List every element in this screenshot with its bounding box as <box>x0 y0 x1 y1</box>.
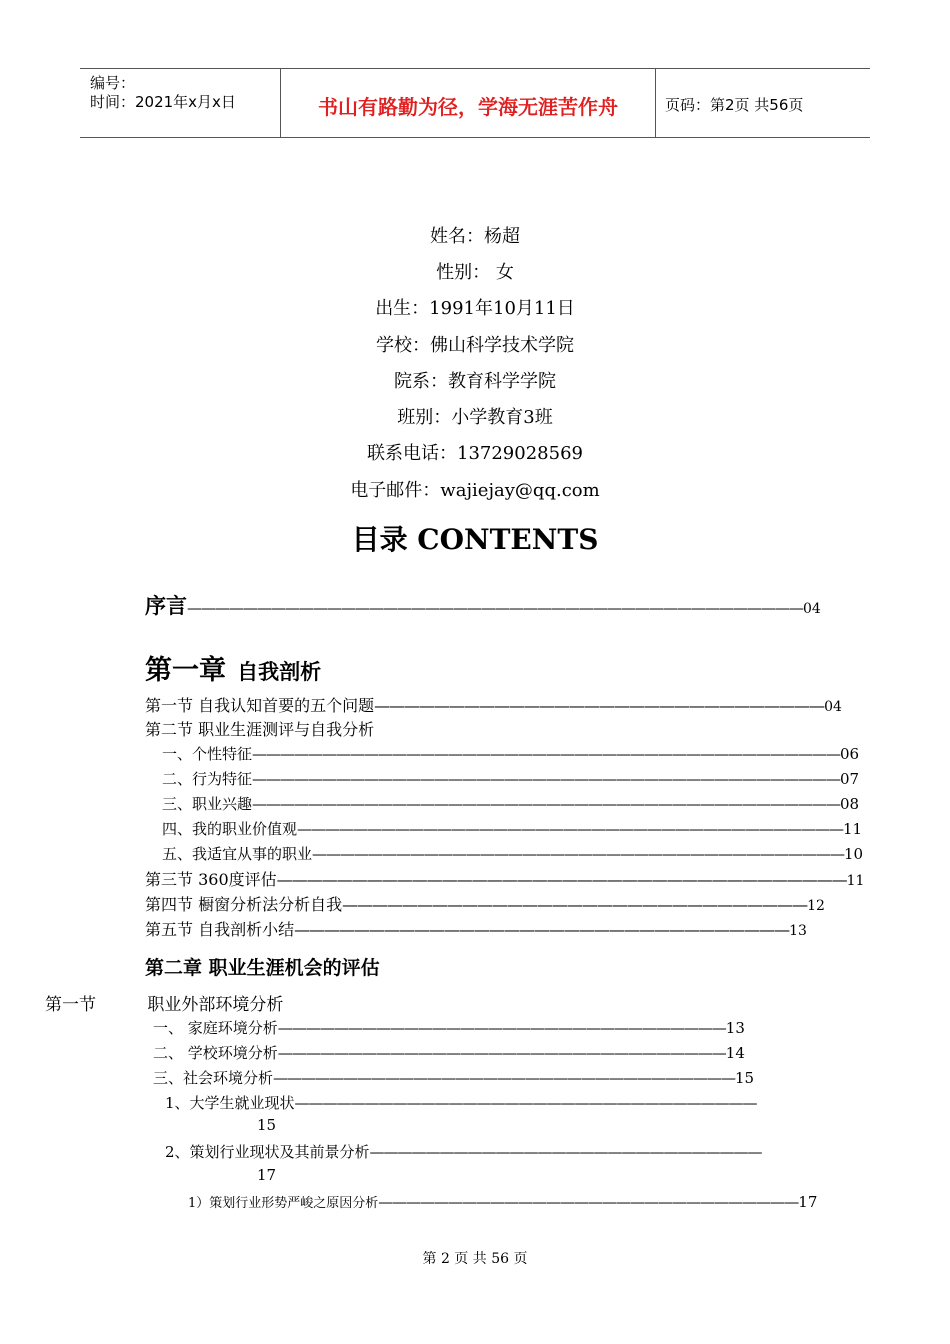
toc-title: 职业外部环境分析 <box>147 995 284 1015</box>
toc-c1s2-1: 一、个性特征——————————————————————————————————————————06 <box>162 745 860 763</box>
toc-c1s4: 第四节 橱窗分析法分析自我———————————————————————————————12 <box>145 895 825 914</box>
profile-school: 学校：佛山科学技术学院 <box>376 335 574 356</box>
toc-c2s1 <box>45 990 283 1015</box>
toc-c2s1-1: 一、 家庭环境分析————————————————————————————————13 <box>153 1019 745 1037</box>
toc-c2s1-3-2-1: 1）策划行业形势严峻之原因分析——————————————————————————————17 <box>188 1193 818 1211</box>
toc-label: 一、个性特征 <box>162 745 253 763</box>
toc-label: 第五节 自我剖析小结 <box>145 920 295 939</box>
toc-label: 第二节 职业生涯测评与自我分析 <box>145 720 375 739</box>
toc-c2s1-3-2: 2、策划行业现状及其前景分析———————————————————————————— <box>165 1143 762 1161</box>
toc-page: 08 <box>840 795 860 813</box>
profile-gender: 性别： 女 <box>436 262 514 283</box>
number-label: 编号： <box>90 74 136 92</box>
toc-label: 二、 学校环境分析 <box>153 1044 278 1062</box>
toc-page: 15 <box>735 1069 755 1087</box>
profile-email: 电子邮件：wajiejay@qq.com <box>350 480 600 501</box>
toc-c1s2-4: 四、我的职业价值观———————————————————————————————————————11 <box>162 820 863 838</box>
toc-c1s2-5: 五、我适宜从事的职业——————————————————————————————————————10 <box>162 845 864 863</box>
toc-page: 06 <box>840 745 860 763</box>
header-middle-cell <box>280 69 656 137</box>
profile-department: 院系：教育科学学院 <box>394 371 556 392</box>
toc-c1s2 <box>145 717 374 740</box>
toc-c2s1-3: 三、社会环境分析—————————————————————————————————15 <box>153 1069 755 1087</box>
toc-c1s2-3: 三、职业兴趣——————————————————————————————————————————08 <box>162 795 860 813</box>
toc-page: 07 <box>840 770 860 788</box>
toc-label: 五、我适宜从事的职业 <box>162 845 313 863</box>
toc-c1s2-2: 二、行为特征——————————————————————————————————————————07 <box>162 770 860 788</box>
toc-preface: 序言————————————————————————————————————————————04 <box>145 593 821 618</box>
toc-page: 17 <box>798 1193 818 1211</box>
toc-c1s1: 第一节 自我认知首要的五个问题——————————————————————————————04 <box>145 696 842 715</box>
toc-chapter1 <box>145 648 321 687</box>
header-left-cell <box>80 69 280 137</box>
toc-page: 11 <box>846 873 865 889</box>
toc-label: 1、大学生就业现状 <box>165 1094 295 1112</box>
toc-c1s5: 第五节 自我剖析小结—————————————————————————————————13 <box>145 920 807 939</box>
chapter-title: 自我剖析 <box>237 659 322 684</box>
toc-label: 第三节 360度评估 <box>145 870 277 889</box>
motto: 书山有路勤为径，学海无涯苦作舟 <box>318 95 618 119</box>
toc-c1s3: 第三节 360度评估——————————————————————————————————————11 <box>145 870 865 889</box>
toc-label: 第四节 橱窗分析法分析自我 <box>145 895 343 914</box>
toc-c2s1-3-1: 1、大学生就业现状————————————————————————————————— <box>165 1094 757 1112</box>
toc-page: 04 <box>803 601 821 617</box>
profile-birth: 出生：1991年10月11日 <box>375 298 575 319</box>
header-right-cell <box>655 69 870 137</box>
toc-label: 2、策划行业现状及其前景分析 <box>165 1143 370 1161</box>
toc-label: 三、社会环境分析 <box>153 1069 274 1087</box>
toc-label: 第一节 <box>45 995 96 1015</box>
toc-label: 1）策划行业形势严峻之原因分析 <box>188 1196 379 1211</box>
profile-class: 班别：小学教育3班 <box>397 407 553 428</box>
page-footer: 第 2 页 共 56 页 <box>422 1251 528 1267</box>
toc-label: 一、 家庭环境分析 <box>153 1019 278 1037</box>
contents-title: 目录 CONTENTS <box>351 523 599 556</box>
profile-phone: 联系电话：13729028569 <box>367 443 583 464</box>
page-header <box>80 68 870 138</box>
profile-name: 姓名：杨超 <box>430 226 520 247</box>
toc-page: 13 <box>789 923 807 939</box>
toc-page: 14 <box>725 1044 745 1062</box>
toc-page: 10 <box>844 845 864 863</box>
toc-chapter2: 第二章 职业生涯机会的评估 <box>145 957 380 979</box>
toc-page: 13 <box>725 1019 745 1037</box>
toc-label: 四、我的职业价值观 <box>162 820 298 838</box>
toc-label: 第一节 自我认知首要的五个问题 <box>145 696 375 715</box>
toc-page: 04 <box>824 699 842 715</box>
toc-label: 二、行为特征 <box>162 770 253 788</box>
toc-page: 11 <box>843 820 863 838</box>
date-label: 时间：2021年x月x日 <box>90 93 236 111</box>
toc-label: 三、职业兴趣 <box>162 795 253 813</box>
toc-c2s1-2: 二、 学校环境分析————————————————————————————————14 <box>153 1044 745 1062</box>
toc-page: 12 <box>807 898 825 914</box>
toc-label: 序言 <box>145 593 187 618</box>
chapter-number: 第一章 <box>145 655 226 686</box>
page-info: 页码：第2页 共56页 <box>665 96 804 114</box>
toc-c2s1-3-2-page: 17 <box>257 1166 277 1184</box>
toc-c2s1-3-1-page: 15 <box>257 1116 277 1134</box>
